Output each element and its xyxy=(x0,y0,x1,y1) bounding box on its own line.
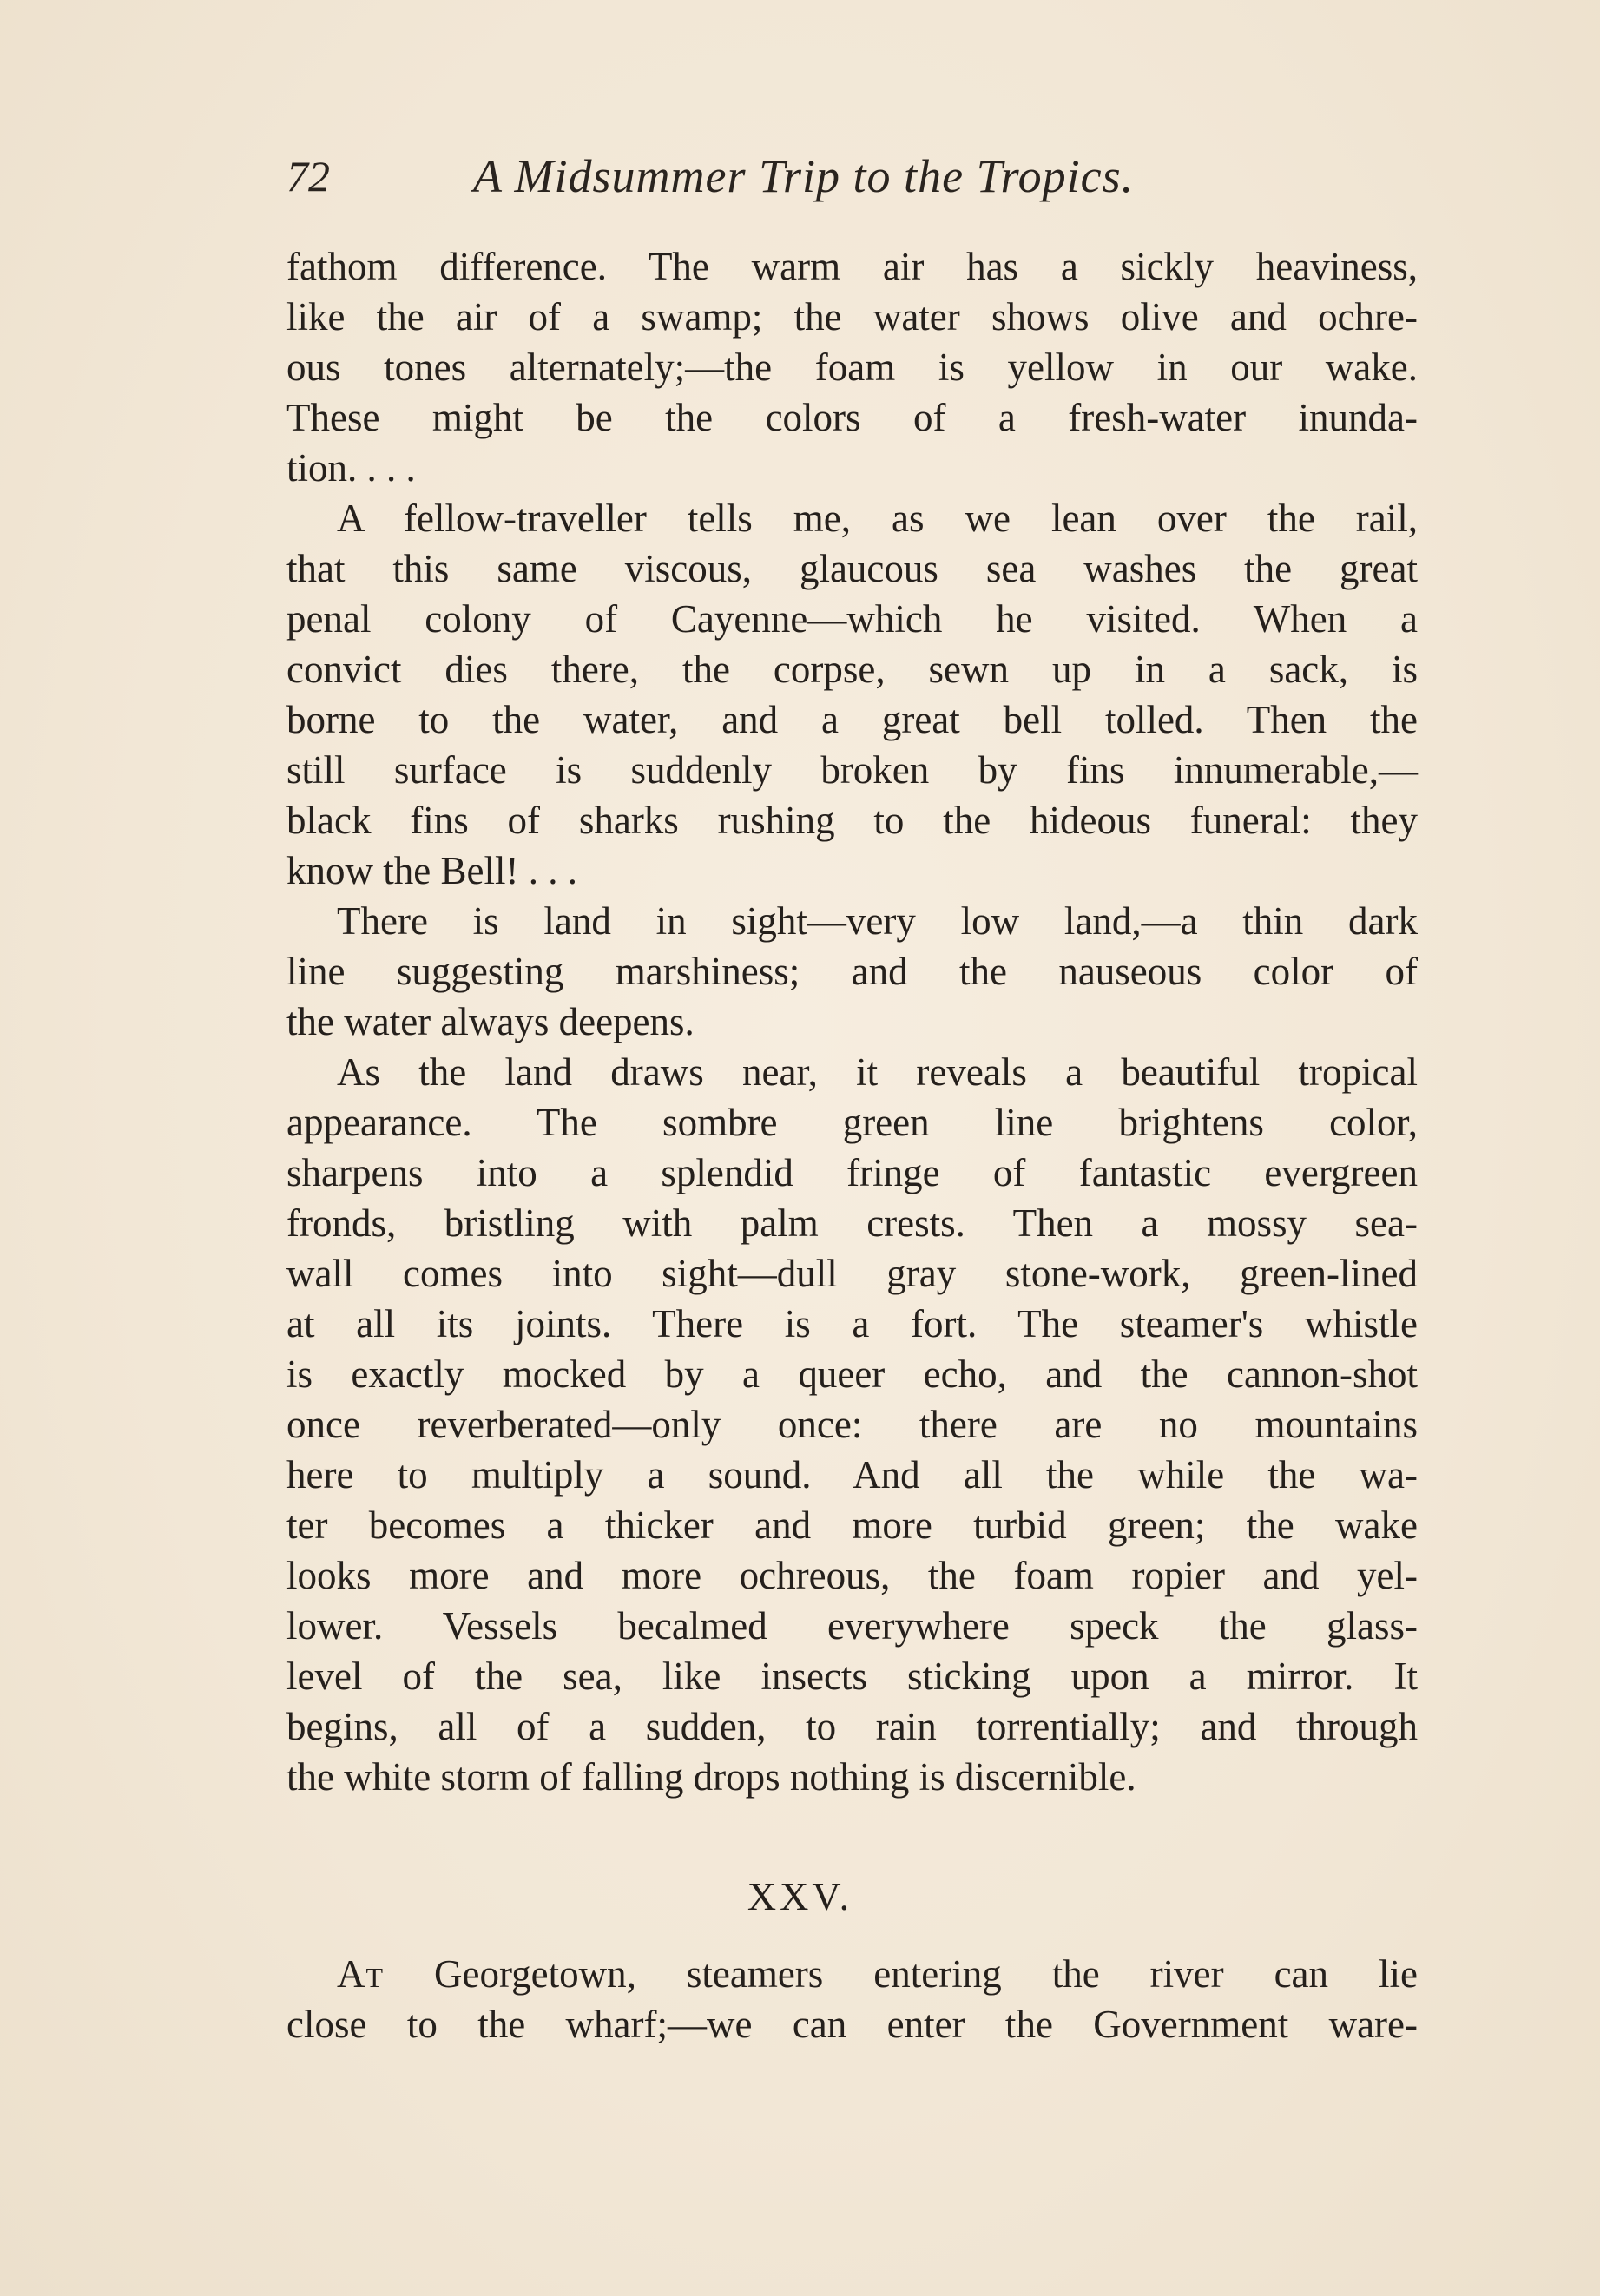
text-line: the water always deepens. xyxy=(286,1000,695,1043)
text-line: appearance. The sombre green line brightens color, xyxy=(286,1101,1418,1144)
text-line: line suggesting marshiness; and the nauseous color of xyxy=(286,950,1418,993)
section-first-word: At xyxy=(337,1952,385,1996)
running-title: A Midsummer Trip to the Tropics. xyxy=(473,150,1135,202)
section-line1-rest: Georgetown, steamers entering the river can lie xyxy=(384,1952,1418,1996)
text-line: fronds, bristling with palm crests. Then a mossy sea- xyxy=(286,1201,1418,1245)
text-line: at all its joints. There is a fort. The steamer's whistle xyxy=(286,1302,1418,1345)
text-line: A fellow-traveller tells me, as we lean over the rail, xyxy=(337,497,1418,540)
paragraph xyxy=(286,241,1418,493)
text-line: black fins of sharks rushing to the hideous funeral: they xyxy=(286,799,1418,842)
text-line xyxy=(286,1949,1418,1999)
text-line: There is land in sight—very low land,—a thin dark xyxy=(337,899,1418,943)
body-text xyxy=(286,241,1418,1802)
page-header xyxy=(286,146,1424,207)
text-line: lower. Vessels becalmed everywhere speck the glass- xyxy=(286,1604,1418,1648)
text-line: that this same viscous, glaucous sea washes the great xyxy=(286,547,1418,590)
text-line: looks more and more ochreous, the foam ropier and yel- xyxy=(286,1554,1418,1597)
text-line: These might be the colors of a fresh-water inunda- xyxy=(286,396,1418,439)
text-line: once reverberated—only once: there are no mountains xyxy=(286,1403,1418,1446)
text-line: ous tones alternately;—the foam is yellow in our wake. xyxy=(286,345,1418,389)
text-line: sharpens into a splendid fringe of fantastic evergreen xyxy=(286,1151,1418,1194)
text-line: is exactly mocked by a queer echo, and the cannon-shot xyxy=(286,1352,1418,1396)
text-line: the white storm of falling drops nothing is discernible. xyxy=(286,1755,1136,1799)
text-line: As the land draws near, it reveals a beautiful tropical xyxy=(337,1050,1418,1094)
text-line: wall comes into sight—dull gray stone-work, green-lined xyxy=(286,1252,1418,1295)
text-line: close to the wharf;—we can enter the Government ware- xyxy=(286,2003,1418,2046)
text-line: know the Bell! . . . xyxy=(286,849,577,892)
text-line: penal colony of Cayenne—which he visited. When a xyxy=(286,597,1418,641)
paragraph xyxy=(286,896,1418,1047)
text-line: like the air of a swamp; the water shows olive and ochre- xyxy=(286,295,1418,339)
text-line: ter becomes a thicker and more turbid green; the wake xyxy=(286,1503,1418,1547)
paragraph xyxy=(286,493,1418,896)
section-text xyxy=(286,1949,1418,2049)
page-number: 72 xyxy=(286,152,330,201)
text-line: here to multiply a sound. And all the while the wa- xyxy=(286,1453,1418,1497)
section-heading: XXV. xyxy=(747,1874,853,1918)
text-line: convict dies there, the corpse, sewn up in a sack, is xyxy=(286,648,1418,691)
text-line: level of the sea, like insects sticking upon a mirror. It xyxy=(286,1655,1418,1698)
text-line: begins, all of a sudden, to rain torrentially; and through xyxy=(286,1705,1418,1748)
text-line: still surface is suddenly broken by fins innumerable,— xyxy=(286,748,1418,792)
text-line: tion. . . . xyxy=(286,446,416,490)
text-line: fathom difference. The warm air has a sickly heaviness, xyxy=(286,245,1418,288)
text-line: borne to the water, and a great bell tolled. Then the xyxy=(286,698,1418,741)
paragraph xyxy=(286,1047,1418,1802)
